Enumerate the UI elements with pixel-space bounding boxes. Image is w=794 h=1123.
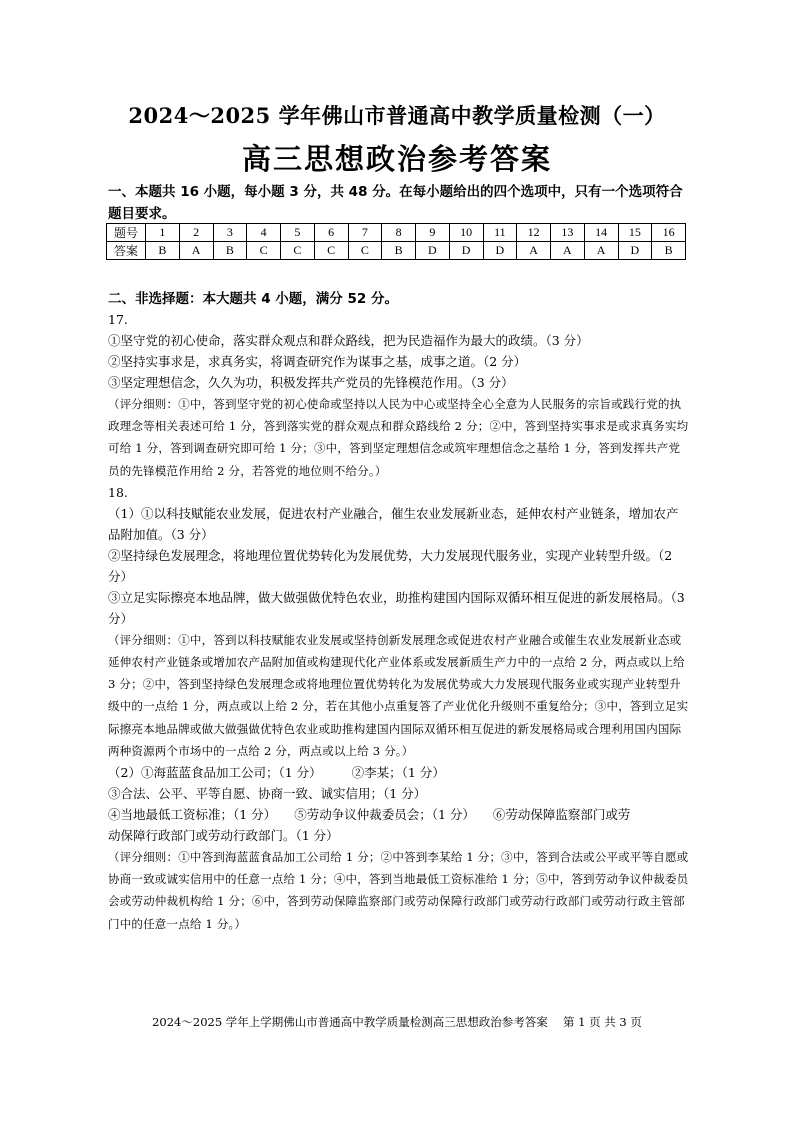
question-number: 3 <box>213 224 247 242</box>
question-number: 12 <box>517 224 551 242</box>
q17-point-2: ②坚持实事求是，求真务实，将调查研究作为谋事之基，成事之道。（2 分） <box>108 354 527 369</box>
q17-point-1: ①坚守党的初心使命，落实群众观点和群众路线，把为民造福作为最大的政绩。（3 分） <box>108 333 589 348</box>
q18-part2-rubric: （评分细则：①中答到海蓝蓝食品加工公司给 1 分；②中答到李某给 1 分；③中，答到合法或公平或平等自愿或协商一致或诚实信用中的任意一点给 1 分；④中，答到当地最低工资标准给 1 分；⑤中，答到劳动争议仲裁委员会或劳动仲裁机构给 1 分；⑥中，答到劳动保障监察部门或劳动保障行政部门或劳动行政部门或劳动行政主管部门中的任意一点给 1 分。） <box>108 850 689 931</box>
q17-number: 17. <box>108 312 128 327</box>
question-number: 10 <box>449 224 483 242</box>
answer-cell: B <box>146 242 180 260</box>
answer-cell: D <box>483 242 517 260</box>
q18-part2-answer-4: ④当地最低工资标准；（1 分） <box>108 807 277 823</box>
question-label: 题号 <box>107 224 146 242</box>
q18-part2-answer-2: ②李某；（1 分） <box>351 765 445 781</box>
q18-number: 18. <box>108 484 128 500</box>
q18-part2-line-1 <box>108 762 690 783</box>
q18-part1-point-3: ③立足实际擦亮本地品牌，做大做强做优特色农业，助推构建国内国际双循环相互促进的新发展格局。（3 分） <box>108 589 685 626</box>
answer-cell: D <box>449 242 483 260</box>
q18-part2-line-4: 动保障行政部门或劳动行政部门。（1 分） <box>108 828 339 844</box>
answer-cell: D <box>618 242 652 260</box>
q18-part1-point-1: （1）①以科技赋能农业发展，促进农村产业融合，催生农业发展新业态，延伸农村产业链条，增加农产品附加值。（3 分） <box>108 505 679 542</box>
q18-part2-answer-5: ⑤劳动争议仲裁委员会；（1 分） <box>294 807 475 823</box>
answer-key-title: 高三思想政治参考答案 <box>241 142 552 176</box>
question-number: 4 <box>247 224 281 242</box>
question-number: 9 <box>416 224 450 242</box>
answer-cell: C <box>348 242 382 260</box>
q18-part2-answer-6: ⑥劳动保障监察部门或劳 <box>492 807 631 823</box>
section2-body <box>108 309 690 935</box>
answer-cell: C <box>281 242 315 260</box>
question-number: 11 <box>483 224 517 242</box>
q18-part2-line-2: ③合法、公平、平等自愿、协商一致、诚实信用；（1 分） <box>108 786 427 802</box>
q18-part2-line-3 <box>108 804 690 825</box>
question-number: 2 <box>179 224 213 242</box>
answer-cell: A <box>517 242 551 260</box>
answer-cell: C <box>247 242 281 260</box>
page-footer: 2024～2025 学年上学期佛山市普通高中教学质量检测高三思想政治参考答案 第 1 页 共 3 页 <box>152 1015 642 1029</box>
answer-cell: C <box>314 242 348 260</box>
question-number: 14 <box>584 224 618 242</box>
q17-point-3: ③坚定理想信念，久久为功，积极发挥共产党员的先锋模范作用。（3 分） <box>108 375 514 390</box>
question-number: 15 <box>618 224 652 242</box>
exam-title: 2024～2025 学年佛山市普通高中教学质量检测（一） <box>128 103 666 128</box>
answer-cell: B <box>652 242 686 260</box>
question-number: 8 <box>382 224 416 242</box>
answer-cell: D <box>416 242 450 260</box>
question-number: 6 <box>314 224 348 242</box>
question-number: 5 <box>281 224 315 242</box>
answer-row <box>107 242 686 260</box>
section2-heading: 二、非选择题：本大题共 4 小题，满分 52 分。 <box>108 291 398 307</box>
q18-part1-point-2: ②坚持绿色发展理念，将地理位置优势转化为发展优势，大力发展现代服务业，实现产业转型升级。（2 分） <box>108 547 673 584</box>
question-number: 13 <box>551 224 585 242</box>
section1-heading: 一、本题共 16 小题，每小题 3 分，共 48 分。在每小题给出的四个选项中，只有一个选项符合题目要求。 <box>108 184 683 222</box>
question-number: 16 <box>652 224 686 242</box>
answer-cell: B <box>213 242 247 260</box>
question-number-row <box>107 224 686 242</box>
answer-cell: B <box>382 242 416 260</box>
q18-part2-answer-1: （2）①海蓝蓝食品加工公司；（1 分） <box>108 765 322 781</box>
answer-table <box>106 223 686 260</box>
question-number: 1 <box>146 224 180 242</box>
answer-label: 答案 <box>107 242 146 260</box>
answer-cell: A <box>179 242 213 260</box>
question-number: 7 <box>348 224 382 242</box>
answer-cell: A <box>551 242 585 260</box>
answer-cell: A <box>584 242 618 260</box>
q18-part1-rubric: （评分细则：①中，答到以科技赋能农业发展或坚持创新发展理念或促进农村产业融合或催生农业发展新业态或延伸农村产业链条或增加农产品附加值或构建现代化产业体系或发展新质生产力中的一点给 2 分，两点或以上给 3 分；②中，答到坚持绿色发展理念或将地理位置优势转化为发展优势或大力发展现代服务业或实现产业转型升级中的一点给 1 分，两点或以上给 2 分，若在其他小点重复答了产业优化升级则不重复给分；③中，答到立足实际擦亮本地品牌或做大做强做优特色农业或助推构建国内国际双循环相互促进的新发展格局或合理利用国内国际两种资源两个市场中的一点给 2 分，两点或以上给 3 分。） <box>108 632 689 758</box>
q17-rubric: （评分细则：①中，答到坚守党的初心使命或坚持以人民为中心或坚持全心全意为人民服务的宗旨或践行党的执政理念等相关表述可给 1 分，答到落实党的群众观点和群众路线给 2 分；②中，答到坚持实事求是或求真务实均可给 1 分，答到调查研究即可给 1 分；③中，答到坚定理想信念或筑牢理想信念之基给 1 分，答到发挥共产党员的先锋模范作用给 2 分，若答党的地位则不给分。） <box>108 397 689 478</box>
